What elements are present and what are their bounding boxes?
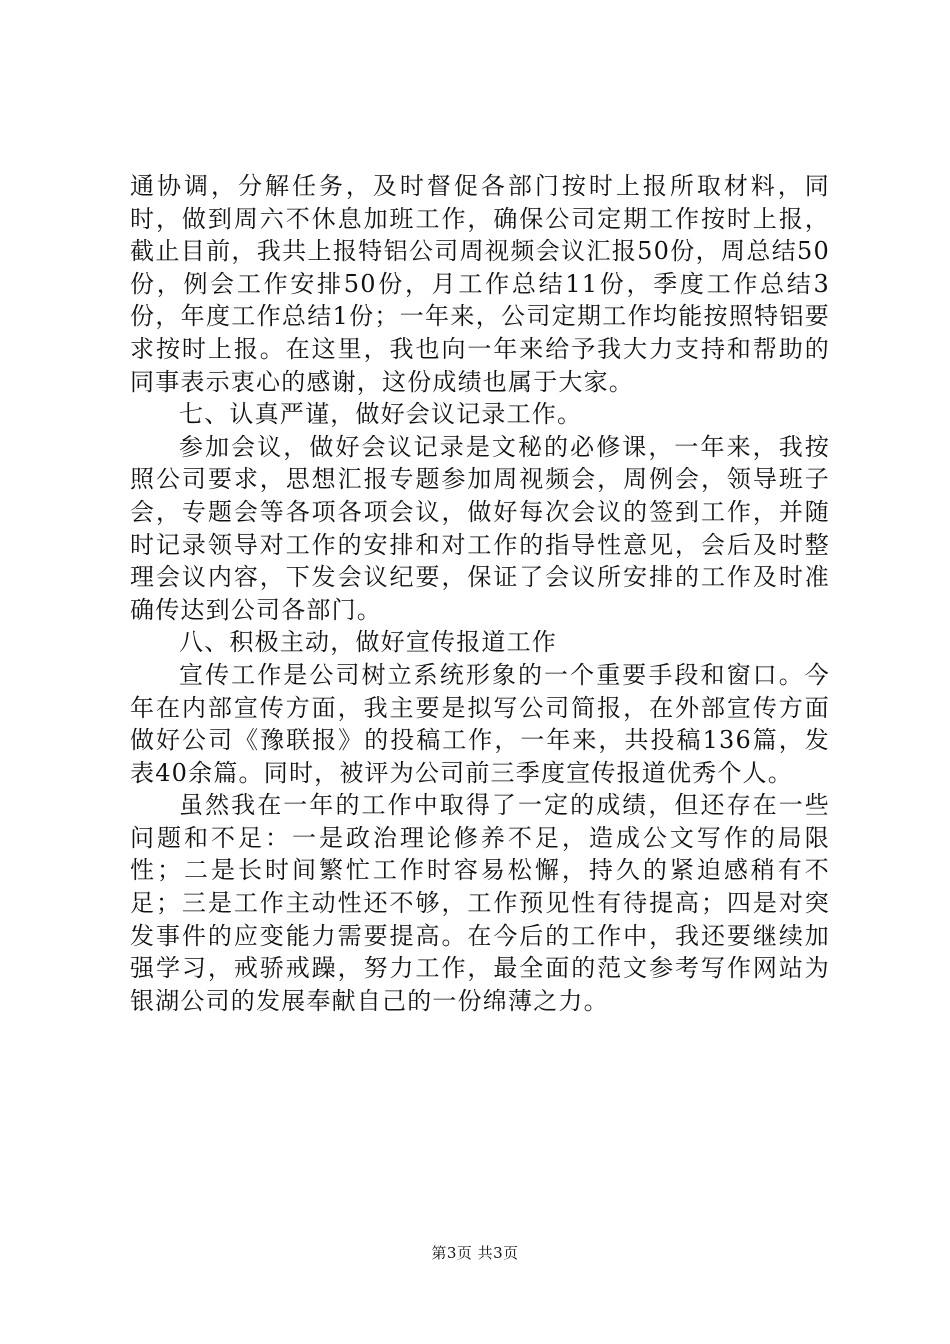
page-footer — [0, 1243, 950, 1263]
section-heading-meeting-records: 七、认真严谨，做好会议记录工作。 — [179, 400, 583, 429]
section-heading-publicity: 八、积极主动，做好宣传报道工作 — [179, 628, 557, 657]
paragraph-meeting-records: 参加会议，做好会议记录是文秘的必修课，一年来，我按照公司要求，思想汇报专题参加周视频会，周例会，领导班子会，专题会等各项各项会议，做好每次会议的签到工作，并随时记录领导对工作的安排和对工作的指导性意见，会后及时整理会议内容，下发会议纪要，保证了会议所安排的工作及时准确传达到公司各部门。 — [130, 432, 830, 624]
paragraph-publicity: 宣传工作是公司树立系统形象的一个重要手段和窗口。今年在内部宣传方面，我主要是拟写公司简报，在外部宣传方面做好公司《豫联报》的投稿工作，一年来，共投稿136篇，发表40余篇。同时，被评为公司前三季度宣传报道优秀个人。 — [130, 660, 830, 787]
paragraph-shortcomings: 虽然我在一年的工作中取得了一定的成绩，但还存在一些问题和不足：一是政治理论修养不足，造成公文写作的局限性；二是长时间繁忙工作时容易松懈，持久的紧迫感稍有不足；三是工作主动性还不够，工作预见性有待提高；四是对突发事件的应变能力需要提高。在今后的工作中，我还要继续加强学习，戒骄戒躁，努力工作，最全面的范文参考写作网站为银湖公司的发展奉献自己的一份绵薄之力。 — [130, 791, 830, 1015]
paragraph-report-summary: 通协调，分解任务，及时督促各部门按时上报所取材料，同时，做到周六不休息加班工作，确保公司定期工作按时上报，截止目前，我共上报特铝公司周视频会议汇报50份，周总结50份，例会工作安排50份，月工作总结11份，季度工作总结3份，年度工作总结1份；一年来，公司定期工作均能按照特铝要求按时上报。在这里，我也向一年来给予我大力支持和帮助的同事表示衷心的感谢，这份成绩也属于大家。 — [130, 172, 830, 396]
document-body — [130, 170, 830, 1017]
page-number-label: 第3页 共3页 — [431, 1244, 519, 1262]
